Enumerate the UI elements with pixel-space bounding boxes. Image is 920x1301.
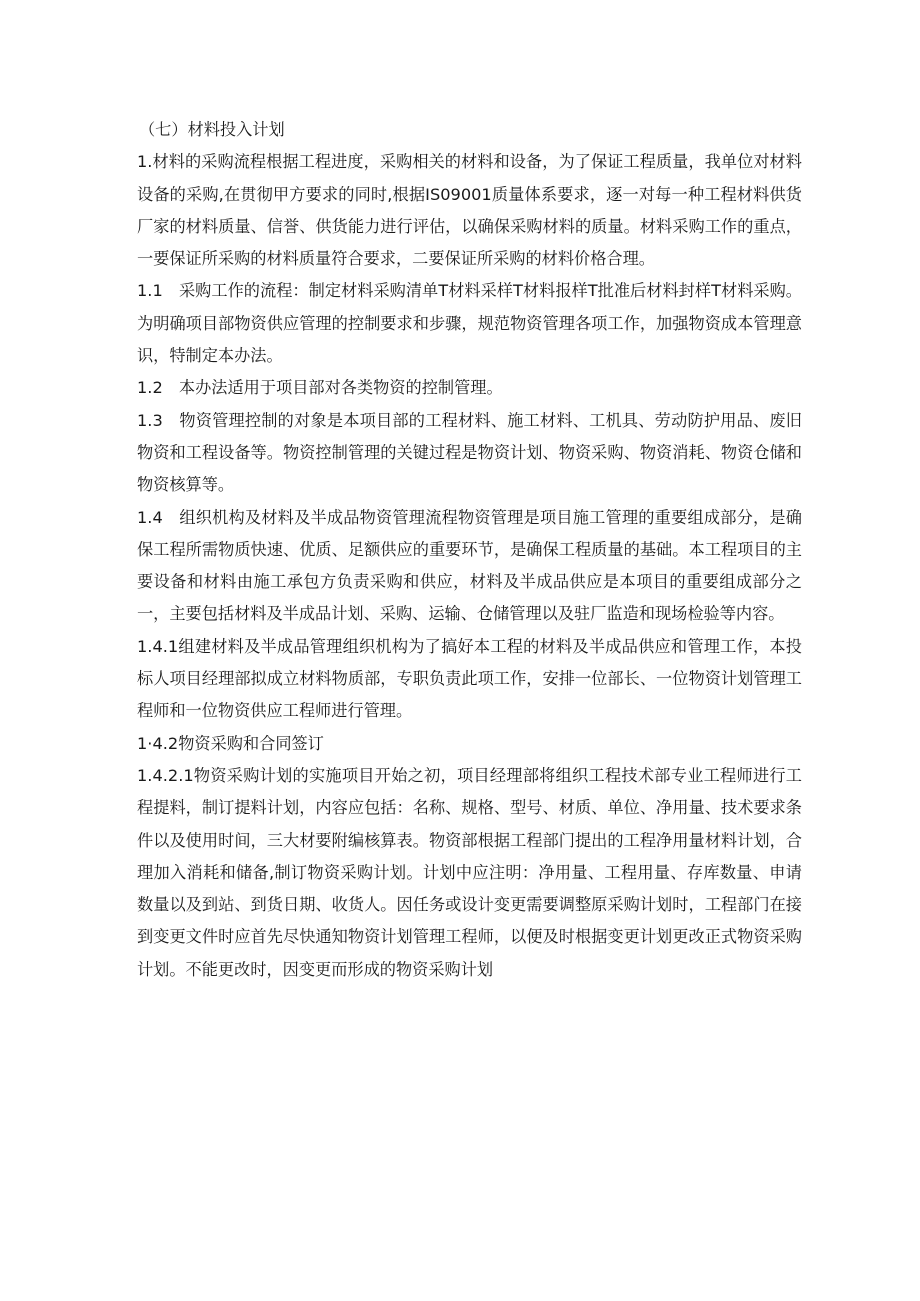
paragraph-1-1: 1.1 采购工作的流程：制定材料采购清单T材料采样T材料报样T批准后材料封样T材料采购。为明确项目部物资供应管理的控制要求和步骤，规范物资管理各项工作，加强物资成本管理意识，特制定本办法。: [137, 281, 802, 366]
paragraph-1-3: 1.3 物资管理控制的对象是本项目部的工程材料、施工材料、工机具、劳动防护用品、废旧物资和工程设备等。物资控制管理的关键过程是物资计划、物资采购、物资消耗、物资仓储和物资核算等。: [137, 410, 802, 495]
paragraph-1-4: 1.4 组织机构及材料及半成品物资管理流程物资管理是项目施工管理的重要组成部分，是确保工程所需物质快速、优质、足额供应的重要环节，是确保工程质量的基础。本工程项目的主要设备和材料由施工承包方负责采购和供应，材料及半成品供应是本项目的重要组成部分之一，主要包括材料及半成品计划、采购、运输、仓储管理以及驻厂监造和现场检验等内容。: [137, 507, 802, 624]
paragraph-1-4-1: 1.4.1组建材料及半成品管理组织机构为了搞好本工程的材料及半成品供应和管理工作，本投标人项目经理部拟成立材料物质部，专职负责此项工作，安排一位部长、一位物资计划管理工程师和一位物资供应工程师进行管理。: [137, 636, 802, 721]
paragraph-1-4-2: 1·4.2物资采购和合同签订: [137, 733, 324, 753]
paragraph-1: 1.材料的采购流程根据工程进度，采购相关的材料和设备，为了保证工程质量，我单位对材料设备的采购,在贯彻甲方要求的同时,根据IS09001质量体系要求，逐一对每一种工程材料供货厂家的材料质量、信誉、供货能力进行评估，以确保采购材料的质量。材料采购工作的重点，一要保证所采购的材料质量符合要求，二要保证所采购的材料价格合理。: [137, 152, 802, 269]
paragraph-1-2: 1.2 本办法适用于项目部对各类物资的控制管理。: [137, 378, 503, 398]
paragraph-1-4-2-1: 1.4.2.1物资采购计划的实施项目开始之初，项目经理部将组织工程技术部专业工程师进行工程提料，制订提料计划，内容应包括：名称、规格、型号、材质、单位、净用量、技术要求条件以及使用时间，三大材要附编核算表。物资部根据工程部门提出的工程净用量材料计划，合理加入消耗和储备,制订物资采购计划。计划中应注明：净用量、工程用量、存库数量、申请数量以及到站、到货日期、收货人。因任务或设计变更需要调整原采购计划时，工程部门在接到变更文件时应首先尽快通知物资计划管理工程师，以便及时根据变更计划更改正式物资采购计划。不能更改时，因变更而形成的物资采购计划: [137, 765, 802, 979]
section-heading: （七）材料投入计划: [139, 120, 285, 139]
document-body: [137, 114, 802, 986]
